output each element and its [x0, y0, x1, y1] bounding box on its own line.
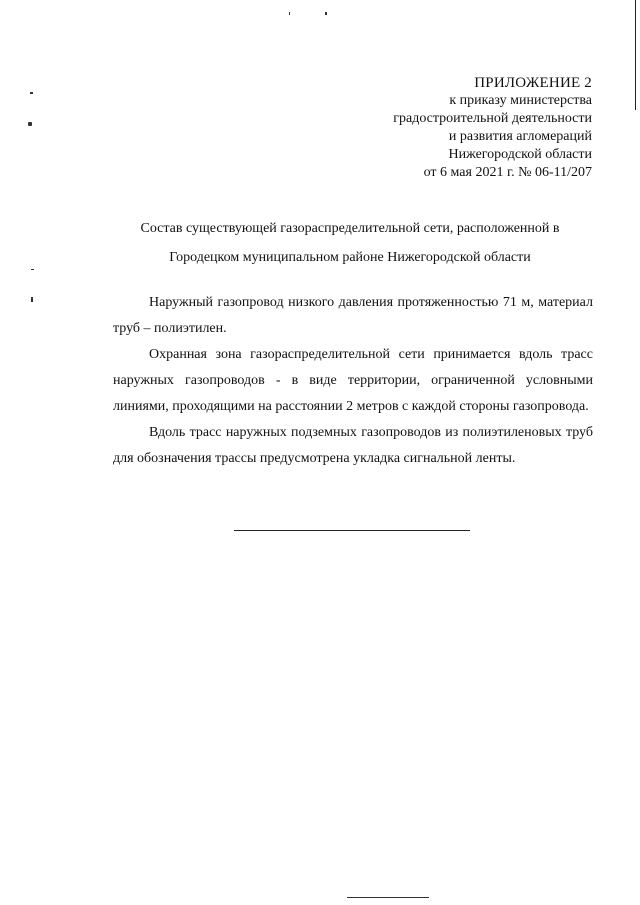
end-divider-line — [234, 530, 470, 531]
body-paragraph: Наружный газопровод низкого давления протяженностью 71 м, материал труб – полиэтилен. — [113, 295, 593, 336]
scan-edge-line — [635, 0, 636, 110]
appendix-order-date: от 6 мая 2021 г. № 06-11/207 — [423, 165, 592, 180]
scan-speck — [30, 92, 33, 94]
body-paragraph: Вдоль трасс наружных подземных газопроводов из полиэтиленовых труб для обозначения трассы предусмотрена укладка сигнальной ленты. — [113, 425, 593, 466]
document-body — [113, 290, 593, 472]
document-heading — [100, 214, 600, 272]
appendix-line: Нижегородской области — [448, 147, 592, 162]
heading-line: Состав существующей газораспределительной сети, расположенной в — [140, 221, 560, 236]
appendix-block — [292, 74, 592, 182]
appendix-line: к приказу министерства — [449, 93, 592, 108]
appendix-title: ПРИЛОЖЕНИЕ 2 — [474, 75, 592, 91]
appendix-line: и развития агломераций — [448, 129, 592, 144]
scan-speck — [31, 269, 34, 270]
scan-speck — [325, 12, 327, 15]
scan-speck — [28, 122, 32, 126]
scan-speck — [289, 12, 290, 15]
footer-line — [347, 897, 429, 898]
body-paragraph: Охранная зона газораспределительной сети принимается вдоль трасс наружных газопроводов - в виде территории, ограниченной условными линиями, проходящими на расстоянии 2 метров с каждой стороны газопровода. — [113, 347, 593, 414]
appendix-line: градостроительной деятельности — [393, 111, 592, 126]
heading-line: Городецком муниципальном районе Нижегородской области — [169, 250, 531, 265]
scan-speck — [31, 297, 33, 302]
